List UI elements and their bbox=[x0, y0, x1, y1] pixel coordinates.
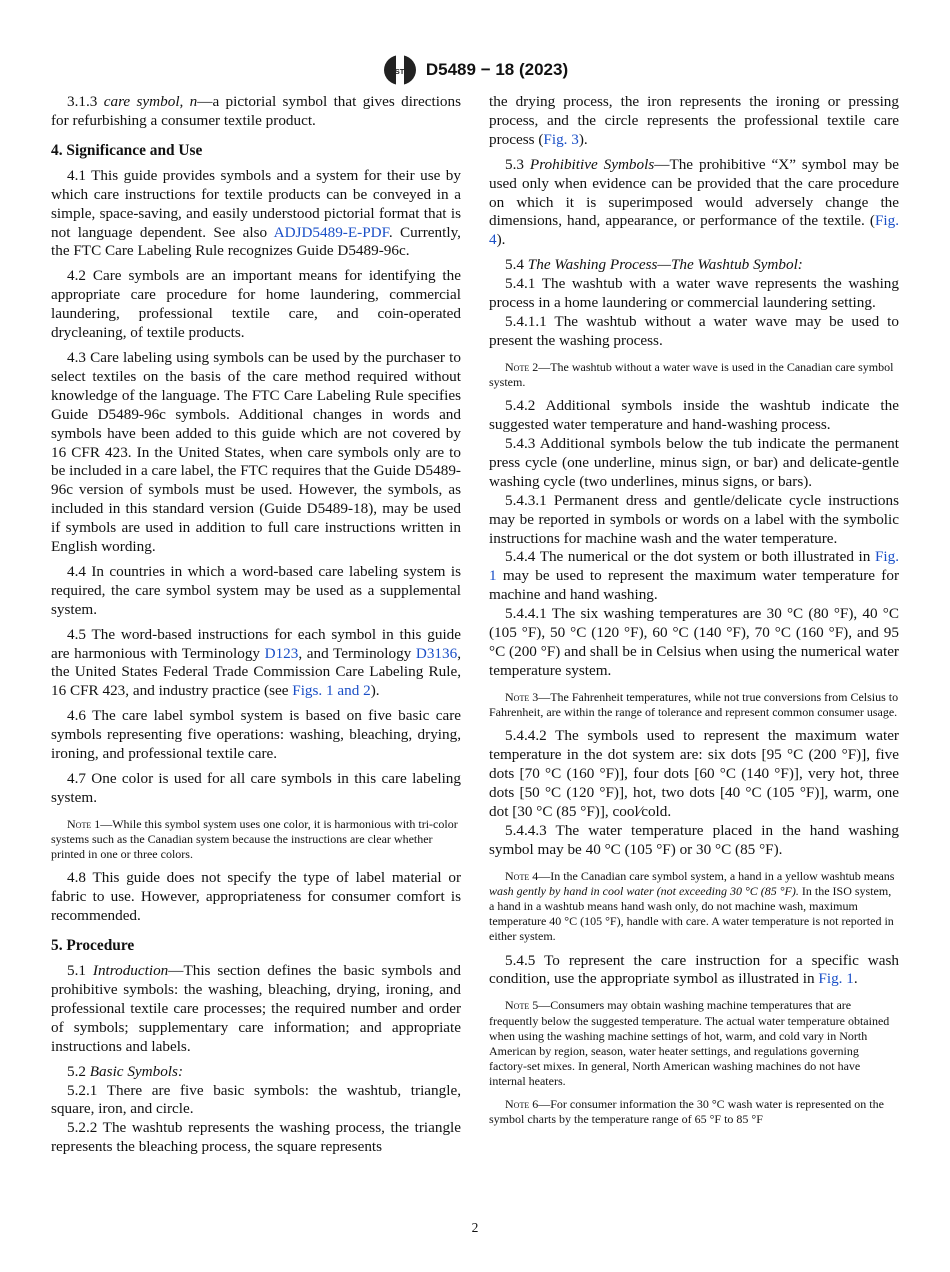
figs-1-2-link[interactable]: Figs. 1 and 2 bbox=[292, 682, 371, 700]
d123-link[interactable]: D123 bbox=[264, 644, 299, 662]
para-5-4-4: 5.4.4 The numerical or the dot system or both illustrated in Fig. 1 may be used to represent the maximum water temperature for machine and hand washing. bbox=[489, 548, 899, 604]
para-5-2-2: 5.2.2 The washtub represents the washing process, the triangle represents the bleaching process, the square represents bbox=[51, 1119, 461, 1156]
note-6: Note 6—For consumer information the 30 °C wash water is represented on the symbol charts by the temperature range of 65 °F to 85 °F bbox=[489, 1096, 884, 1126]
para-4-2: 4.2 Care symbols are an important means for identifying the appropriate care procedure for home laundering, commercial laundering, professional textile care, and coin-operated drycleaning, of textile products. bbox=[51, 267, 461, 342]
para-5-4-3-1: 5.4.3.1 Permanent dress and gentle/delicate cycle instructions may be reported in symbols or words on a label with the symbolic instructions for machine wash and the water temperature. bbox=[489, 491, 899, 547]
fig-4-link[interactable]: Fig. 4 bbox=[489, 212, 899, 249]
para-5-4-4-2: 5.4.4.2 The symbols used to represent the maximum water temperature in the dot system are: six dots [95 °C (200 °F)], five dots [70 °C (160 °F)], four dots [60 °C (140 °F)], very hot, three dots [50 °C (120 °F)], hot, two dots [40 °C (105 °F)], warm, one dot [30 °C (85 °F)], cool⁄cold. bbox=[489, 727, 899, 820]
document-id: D5489 − 18 (2023) bbox=[425, 60, 569, 79]
fig-3-link[interactable]: Fig. 3 bbox=[543, 130, 579, 148]
para-3-1-3: 3.1.3 care symbol, n—a pictorial symbol that gives directions for refurbishing a consumer textile product. bbox=[51, 93, 462, 129]
para-5-2-2-continued: the drying process, the iron represents the ironing or pressing process, and the circle represents the professional textile care process (Fig. 3). bbox=[489, 93, 899, 148]
page-number: 2 bbox=[471, 1220, 479, 1235]
fig-1-link-2[interactable]: Fig. 1 bbox=[818, 970, 854, 988]
para-4-1: 4.1 This guide provides symbols and a system for their use by which care instructions for textile products can be conveyed in a simple, space-saving, and easily understood pictorial format that is not language dependent. See also ADJD5489-E-PDF. Currently, the FTC Care Labeling Rule recognizes Guide D5489-96c. bbox=[51, 166, 461, 260]
note-3: Note 3—The Fahrenheit temperatures, while not true conversions from Celsius to Fahrenheit, are within the range of tolerance and represent common consumer usage. bbox=[489, 689, 899, 719]
para-4-3: 4.3 Care labeling using symbols can be used by the purchaser to select textiles on the basis of the care method required without knowledge of the language. The FTC Care Labeling Rule specifies Guide D5489-96c symbols. Additional changes in words and symbols have been added to this guide which are not covered by 16 CFR 423. In the United States, when care symbols only are to be included in a care label, the FTC requires that the Guide D5489-96c version of symbols must be used. However, the symbols, as included in this standard version (Guide D5489-18), may be used if symbols are used in addition to full care instructions written in English wording. bbox=[51, 348, 461, 556]
para-5-1: 5.1 Introduction—This section defines the basic symbols and prohibitive symbols: the washing, bleaching, drying, ironing, and professional textile care processes; the required number and order of symbols; supplementary care information; and appropriate instructions and labels. bbox=[51, 962, 462, 1055]
para-5-4-3: 5.4.3 Additional symbols below the tub indicate the permanent press cycle (one underline, minus sign, or bar) and delicate-gentle washing cycle (two underlines, minus signs, or bars). bbox=[489, 435, 899, 490]
para-5-4-1-1: 5.4.1.1 The washtub without a water wave may be used to present the washing process. bbox=[489, 312, 899, 349]
note-1: Note 1—While this symbol system uses one color, it is harmonious with tri-color systems such as the Canadian system because the instructions are clear whether printed in one or three colors. bbox=[51, 816, 458, 862]
astm-logo-icon bbox=[382, 53, 418, 87]
para-5-4: 5.4 The Washing Process—The Washtub Symbol: bbox=[505, 256, 803, 274]
para-5-2: 5.2 Basic Symbols: bbox=[67, 1062, 183, 1080]
svg-text:ASTM: ASTM bbox=[389, 67, 411, 76]
adjd5489-link[interactable]: ADJD5489-E-PDF bbox=[273, 223, 389, 241]
para-5-2-1: 5.2.1 There are five basic symbols: the washtub, triangle, square, iron, and circle. bbox=[51, 1081, 461, 1118]
para-4-5: 4.5 The word-based instructions for each symbol in this guide are harmonious with Terminology D123, and Terminology D3136, the United States Federal Trade Commission Care Labeling Rule, 16 CFR 423, and industry practice (see Figs. 1 and 2). bbox=[51, 625, 462, 700]
para-5-4-1: 5.4.1 The washtub with a water wave represents the washing process in a home laundering or commercial laundering setting. bbox=[489, 275, 899, 312]
para-5-4-5: 5.4.5 To represent the care instruction for a specific wash condition, use the appropriate symbol as illustrated in Fig. 1. bbox=[489, 951, 899, 988]
para-4-7: 4.7 One color is used for all care symbols in this care labeling system. bbox=[51, 770, 461, 806]
left-column bbox=[51, 93, 461, 1157]
para-5-4-4-3: 5.4.4.3 The water temperature placed in the hand washing symbol may be 40 °C (105 °F) or 30 °C (85 °F). bbox=[489, 821, 899, 858]
section-4-heading: 4. Significance and Use bbox=[51, 141, 203, 159]
para-4-4: 4.4 In countries in which a word-based care labeling system is required, the care symbol system may be used as a supplemental system. bbox=[51, 562, 461, 618]
note-2: Note 2—The washtub without a water wave is used in the Canadian care symbol system. bbox=[489, 359, 894, 389]
d3136-link[interactable]: D3136 bbox=[415, 644, 458, 662]
para-5-4-4-1: 5.4.4.1 The six washing temperatures are 30 °C (80 °F), 40 °C (105 °F), 50 °C (120 °F), 60 °C (140 °F), 70 °C (160 °F), and 95 °C (200 °F) and shall be in Celsius when using the numerical water temperature system. bbox=[489, 605, 899, 679]
note-5: Note 5—Consumers may obtain washing machine temperatures that are frequently below the suggested temperature. The actual water temperature obtained when using the washing machine settings of hot, warm, and cold vary in North American by region, season, water heater settings, and regulations governing factory-set mixes. In general, North American washing machines do not have internal heaters. bbox=[489, 998, 890, 1089]
section-5-heading: 5. Procedure bbox=[51, 937, 135, 955]
note-4: Note 4—In the Canadian care symbol system, a hand in a yellow washtub means wash gently by hand in cool water (not exceeding 30 °C (85 °F). In the ISO system, a hand in a washtub means hand wash only, do not machine wash, maximum temperature 40 °C (105 °F), handle with care. A water temperature is not reported in either system. bbox=[489, 868, 895, 944]
fig-1-link[interactable]: Fig. 1 bbox=[489, 548, 899, 585]
right-column bbox=[489, 93, 899, 1134]
para-4-8: 4.8 This guide does not specify the type of label material or fabric to use. However, appropriateness for consumer comfort is recommended. bbox=[51, 869, 461, 925]
page-header bbox=[0, 52, 950, 88]
para-5-3: 5.3 Prohibitive Symbols—The prohibitive “X” symbol may be used only when evidence can be provided that the care procedure on which it is superimposed would adversely change the dimensions, hand, appearance, or performance of the textile. (Fig. 4). bbox=[489, 155, 900, 249]
para-4-6: 4.6 The care label symbol system is based on five basic care symbols representing five operations: washing, bleaching, drying, ironing, and professional textile care. bbox=[51, 707, 461, 763]
para-5-4-2: 5.4.2 Additional symbols inside the washtub indicate the suggested water temperature and hand-washing process. bbox=[489, 397, 899, 434]
